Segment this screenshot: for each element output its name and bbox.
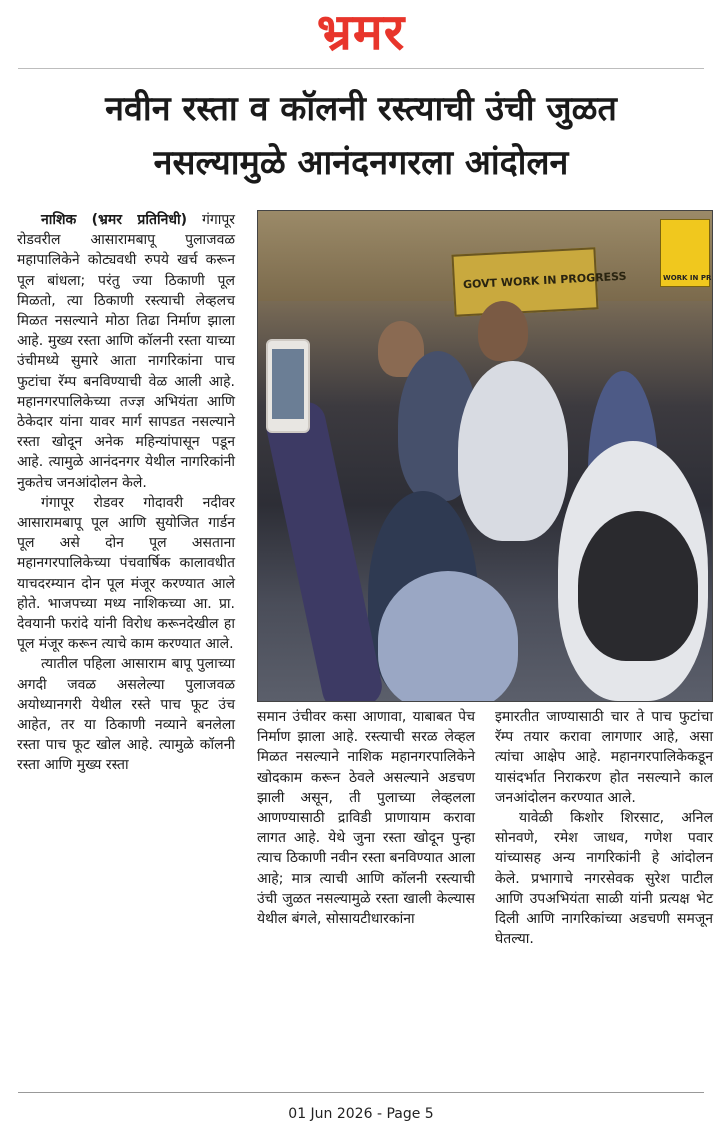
phone-in-hand: [266, 339, 310, 433]
crowd-person: [458, 361, 568, 541]
headline-line-2: नसल्यामुळे आनंदनगरला आंदोलन: [153, 143, 569, 183]
work-in-progress-sign: [451, 247, 627, 316]
article-column-1: [17, 210, 235, 776]
article-column-3: [495, 707, 713, 949]
masthead-logo: भ्रमर: [316, 3, 406, 61]
headline-line-1: नवीन रस्ता व कॉलनी रस्त्याची उंची जुळत: [105, 89, 617, 129]
article-headline: [14, 82, 708, 190]
crowd-person: [378, 571, 518, 702]
paragraph-5: इमारतीत जाण्यासाठी चार ते पाच फुटांचा रॅम्प तयार करावा लागणार आहे, असा त्यांचा आक्षेप आहे. महानगरपालिकेकडून यासंदर्भात निराकरण होत नसल्याने काल जनआंदोलन करण्यात आले.: [495, 709, 713, 806]
article-dateline: नाशिक (भ्रमर प्रतिनिधी): [41, 212, 187, 228]
warning-sign: [660, 219, 710, 287]
protest-photo: [257, 210, 713, 702]
page-footer: 01 Jun 2026 - Page 5: [288, 1106, 434, 1122]
masthead: [0, 4, 722, 60]
paragraph-4: समान उंचीवर कसा आणावा, याबाबत पेच निर्माण झाला आहे. रस्त्याची सरळ लेव्हल मिळत नसल्याने नाशिक महानगरपालिकेने खोदकाम करून ठेवले असल्याने अडचण झाली असून, ती पुलाच्या लेव्हलला आणण्यासाठी द्राविडी प्राणायाम करावा लागत आहे. येथे जुना रस्ता खोदून पुन्हा त्याच ठिकाणी नवीन रस्ता बनविण्यात आला आहे; मात्र त्याची आणि कॉलनी रस्त्याची उंची जुळत नसल्यामुळे रस्ता खाली केल्यास येथील बंगले, सोसायटीधारकांना: [257, 709, 475, 928]
raised-arm: [262, 398, 385, 702]
crowd-person: [578, 511, 698, 661]
phone-screen: [272, 349, 304, 419]
article-column-2: [257, 707, 475, 929]
paragraph-6: यावेळी किशोर शिरसाट, अनिल सोनवणे, रमेश जाधव, गणेश पवार यांच्यासह अन्य नागरिकांनी हे आंदोलन केले. प्रभागाचे नगरसेवक सुरेश पाटील आणि उपअभियंता साळी यांनी प्रत्यक्ष भेट दिली आणि नागरिकांच्या अडचणी समजून घेतल्या.: [495, 810, 713, 948]
sign-text: GOVT WORK IN PROGRESS: [462, 269, 627, 292]
bottom-divider: [18, 1092, 704, 1093]
top-divider: [18, 68, 704, 69]
paragraph-2: गंगापूर रोडवर गोदावरी नदीवर आसारामबापू पूल आणि सुयोजित गार्डन पूल असे दोन पूल असताना महानगरपालिकेच्या पंचवार्षिक कालावधीत याचदरम्यान दोन पूल मंजूर करण्यात आले होते. भाजपच्या मध्य नाशिकच्या आ. प्रा. देवयानी फरांदे यांनी विरोध करूनदेखील हा पूल मंजूर करून त्याचे काम करण्यात आले.: [17, 494, 235, 653]
warning-sign-text: WORK IN PR: [663, 274, 712, 282]
crowd-person: [478, 301, 528, 361]
paragraph-1: गंगापूर रोडवरील आसारामबापू पुलाजवळ महापालिकेने कोट्यवधी रुपये खर्च करून पूल बांधला; परंतु ज्या ठिकाणी पूल मिळतो, त्या ठिकाणी रस्त्याची लेव्हलच मिळत नसल्याने मोठा तिढा निर्माण झाला आहे. मुख्य रस्ता आणि कॉलनी रस्ता याच्या उंचीमध्ये सुमारे आता नागरिकांना पाच फुटांचा रॅम्प बनविण्याची वेळ आली आहे. महानगरपालिकेच्या तज्ज्ञ अभियंता आणि ठेकेदार यांना यावर मार्ग सापडत नसल्याने रस्ता खोदून अनेक महिन्यांपासून पडून आहे. त्यामुळे आनंदनगर येथील नागरिकांनी नुकतेच जनआंदोलन केले.: [17, 212, 236, 491]
paragraph-3: त्यातील पहिला आसाराम बापू पुलाच्या अगदी जवळ असलेल्या पुलाजवळ अयोध्यानगरी येथील रस्ते पाच फूट उंच आहेत, तर या ठिकाणी नव्याने बनलेला रस्ता पाच फूट खोल आहे. त्यामुळे कॉलनी रस्ता आणि मुख्य रस्ता: [17, 656, 235, 774]
